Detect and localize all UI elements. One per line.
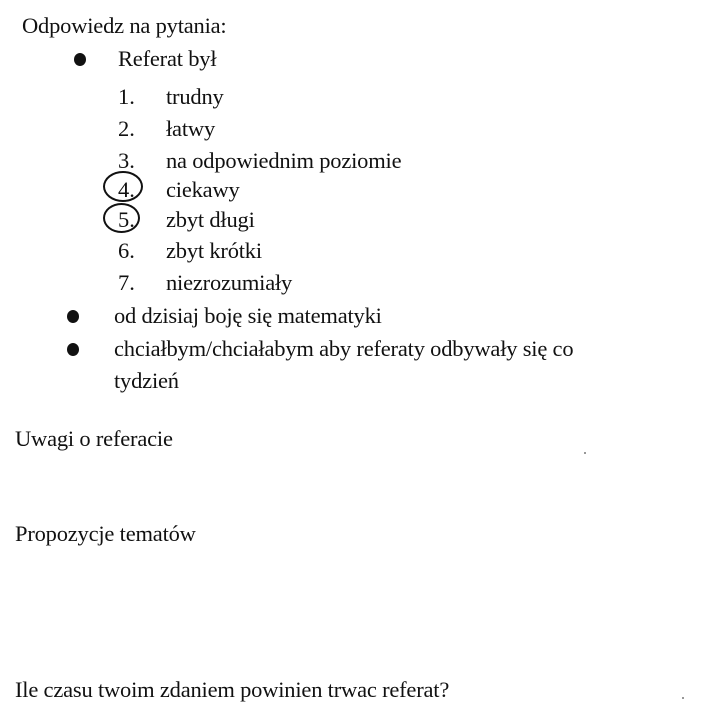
option-text: na odpowiednim poziomie	[166, 148, 402, 173]
option-number: 4.	[118, 177, 135, 202]
option-number: 3.	[118, 148, 135, 173]
option-number: 2.	[118, 116, 135, 141]
section-duration-label: Ile czasu twoim zdaniem powinien trwac referat?	[15, 677, 450, 702]
question-label: Referat był	[118, 46, 217, 71]
page-heading: Odpowiedz na pytania:	[22, 13, 227, 38]
option-text: trudny	[166, 84, 224, 109]
bullet-icon	[67, 310, 79, 323]
option-number: 5.	[118, 207, 135, 232]
scan-speck	[682, 697, 684, 699]
statement-text-continuation: tydzień	[114, 368, 179, 393]
statement-text: od dzisiaj boję się matematyki	[114, 303, 382, 328]
scan-speck	[584, 452, 586, 454]
section-topics-label: Propozycje tematów	[15, 521, 196, 546]
statement-text: chciałbym/chciałabym aby referaty odbywały się co	[114, 336, 574, 361]
option-text: łatwy	[166, 116, 215, 141]
section-comments-label: Uwagi o referacie	[15, 426, 173, 451]
option-text: zbyt długi	[166, 207, 255, 232]
option-text: zbyt krótki	[166, 238, 262, 263]
option-text: ciekawy	[166, 177, 240, 202]
option-number: 6.	[118, 238, 135, 263]
bullet-icon	[74, 53, 86, 66]
option-number: 7.	[118, 270, 135, 295]
option-number: 1.	[118, 84, 135, 109]
bullet-icon	[67, 343, 79, 356]
option-text: niezrozumiały	[166, 270, 293, 295]
